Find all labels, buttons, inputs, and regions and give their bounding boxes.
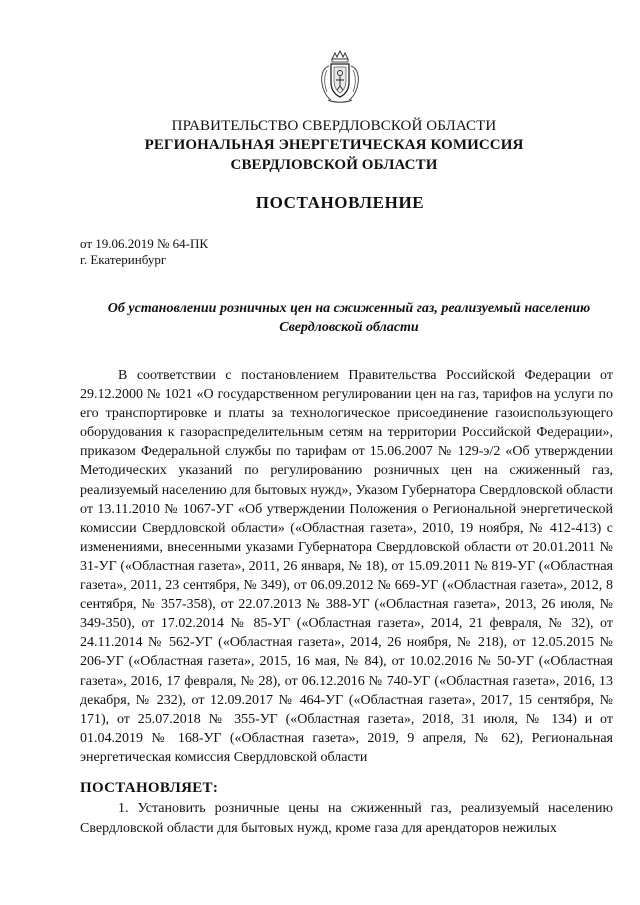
document-type-title: ПОСТАНОВЛЕНИЕ [255,193,425,212]
coat-of-arms-icon [318,50,362,104]
resolves-heading: ПОСТАНОВЛЯЕТ: [80,780,219,796]
commission-name: РЕГИОНАЛЬНАЯ ЭНЕРГЕТИЧЕСКАЯ КОМИССИЯ [144,137,524,153]
resolution-item-1 [80,799,613,838]
document-city: г. Екатеринбург [80,252,167,267]
resolution-item-1-text: 1. Установить розничные цены на сжиженный газ, реализуемый населению Свердловской области для бытовых нужд, кроме газа для арендаторов нежилых [80,801,613,836]
document-subject: Об установлении розничных цен на сжиженный газ, реализуемый населению Свердловской области [107,301,591,335]
preamble-block [80,366,613,767]
commission-region: СВЕРДЛОВСКОЙ ОБЛАСТИ [230,157,438,173]
preamble-paragraph: В соответствии с постановлением Правительства Российской Федерации от 29.12.2000 № 1021 «О государственном регулировании цен на газ, тарифов на услуги по его транспортировке и платы за технологическое присоединение газоиспользующего оборудования к газораспределительным сетям на территории Российской Федерации», приказом Федеральной службы по тарифам от 15.06.2007 № 129-э/2 «Об утверждении Методических указаний по регулированию розничных цен на сжиженный газ, реализуемый населению для бытовых нужд», Указом Губернатора Свердловской области от 13.11.2010 № 1067-УГ «Об утверждении Положения о Региональной энергетической комиссии Свердловской области» («Областная газета», 2010, 19 ноября, № 412-413) с изменениями, внесенными указами Губернатора Свердловской области от 20.01.2011 № 31-УГ («Областная газета», 2011, 26 января, № 18), от 15.09.2011 № 819-УГ («Областная газета», 2011, 23 сентября, № 349), от 06.09.2012 № 669-УГ («Областная газета», 2012, 8 сентября, № 357-358), от 22.07.2013 № 388-УГ («Областная газета», 2013, 26 июля, № 349-350), от 17.02.2014 № 85-УГ («Областная газета», 2014, 21 февраля, № 32), от 24.11.2014 № 562-УГ («Областная газета», 2014, 26 ноября, № 218), от 12.05.2015 № 206-УГ («Областная газета», 2015, 16 мая, № 84), от 10.02.2016 № 50-УГ («Областная газета», 2016, 17 февраля, № 28), от 06.12.2016 № 740-УГ («Областная газета», 2016, 13 декабря, № 232), от 12.09.2017 № 464-УГ («Областная газета», 2017, 15 сентября, № 171), от 25.07.2018 № 355-УГ («Областная газета», 2018, 31 июля, № 134) и от 01.04.2019 № 168-УГ («Областная газета», 2019, 9 апреля, № 62), Региональная энергетическая комиссия Свердловской области [80,368,613,765]
coat-of-arms-emblem [318,50,362,104]
government-name: ПРАВИТЕЛЬСТВО СВЕРДЛОВСКОЙ ОБЛАСТИ [171,118,497,134]
document-date-number: от 19.06.2019 № 64-ПК [80,236,209,251]
